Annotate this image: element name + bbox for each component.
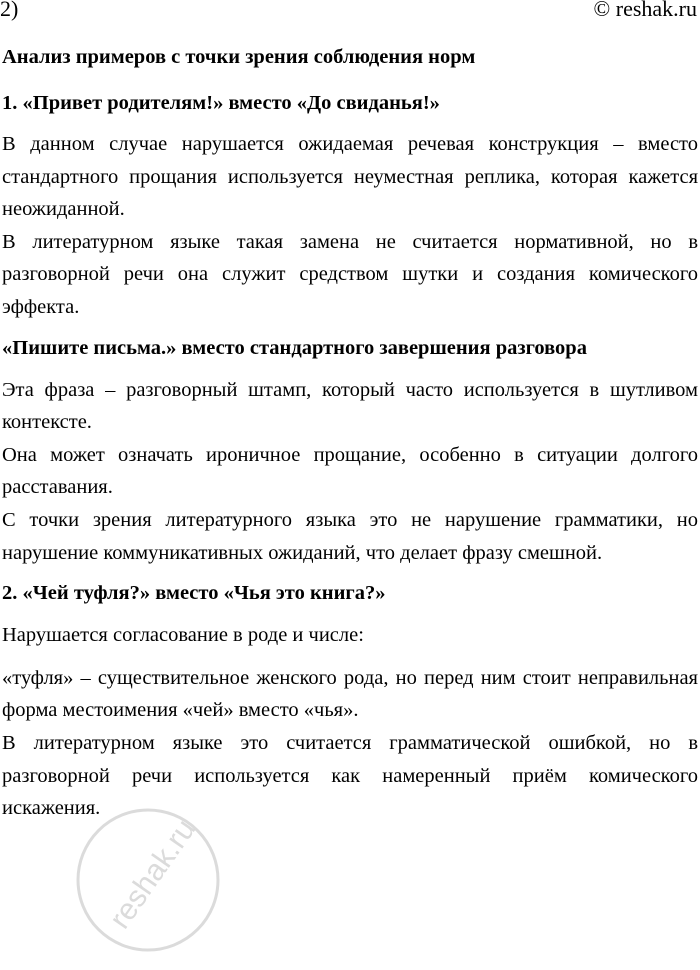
section-2-paragraph-1: Эта фраза – разговорный штамп, который часто используется в шутливом контексте. xyxy=(2,378,698,434)
document-body xyxy=(2,43,698,825)
page-number: 2) xyxy=(0,0,19,21)
section-3-paragraph-2: «туфля» – существительное женского рода, но перед ним стоит неправильная форма местоимения «чей» вместо «чья». xyxy=(2,666,698,722)
section-3-paragraph-1: Нарушается согласование в роде и числе: xyxy=(2,624,364,647)
section-2-paragraph-2: Она может означать ироничное прощание, особенно в ситуации долгого расставания. xyxy=(2,443,698,499)
watermark-text: reshak.ru xyxy=(103,813,203,935)
section-3-paragraph-3: В литературном языке это считается грамматической ошибкой, но в разговорной речи используется как намеренный приём комического искажения. xyxy=(2,731,698,820)
section-1-paragraph-2: В литературном языке такая замена не считается нормативной, но в разговорной речи она служит средством шутки и создания комического эффекта. xyxy=(2,230,698,318)
section-1-paragraph-1: В данном случае нарушается ожидаемая речевая конструкция – вместо стандартного прощания используется неуместная реплика, которая кажется неожиданной. xyxy=(2,133,698,221)
section-3-heading: 2. «Чей туфля?» вместо «Чья это книга?» xyxy=(2,582,386,605)
page-header xyxy=(0,0,700,24)
section-1-heading: 1. «Привет родителям!» вместо «До свиданья!» xyxy=(2,92,440,114)
site-copyright: © reshak.ru xyxy=(593,0,697,21)
section-2-paragraph-3: С точки зрения литературного языка это не нарушение грамматики, но нарушение коммуникативных ожиданий, что делает фразу смешной. xyxy=(2,508,698,564)
section-2-heading: «Пишите письма.» вместо стандартного завершения разговора xyxy=(2,336,587,359)
document-title: Анализ примеров с точки зрения соблюдения норм xyxy=(2,46,476,68)
